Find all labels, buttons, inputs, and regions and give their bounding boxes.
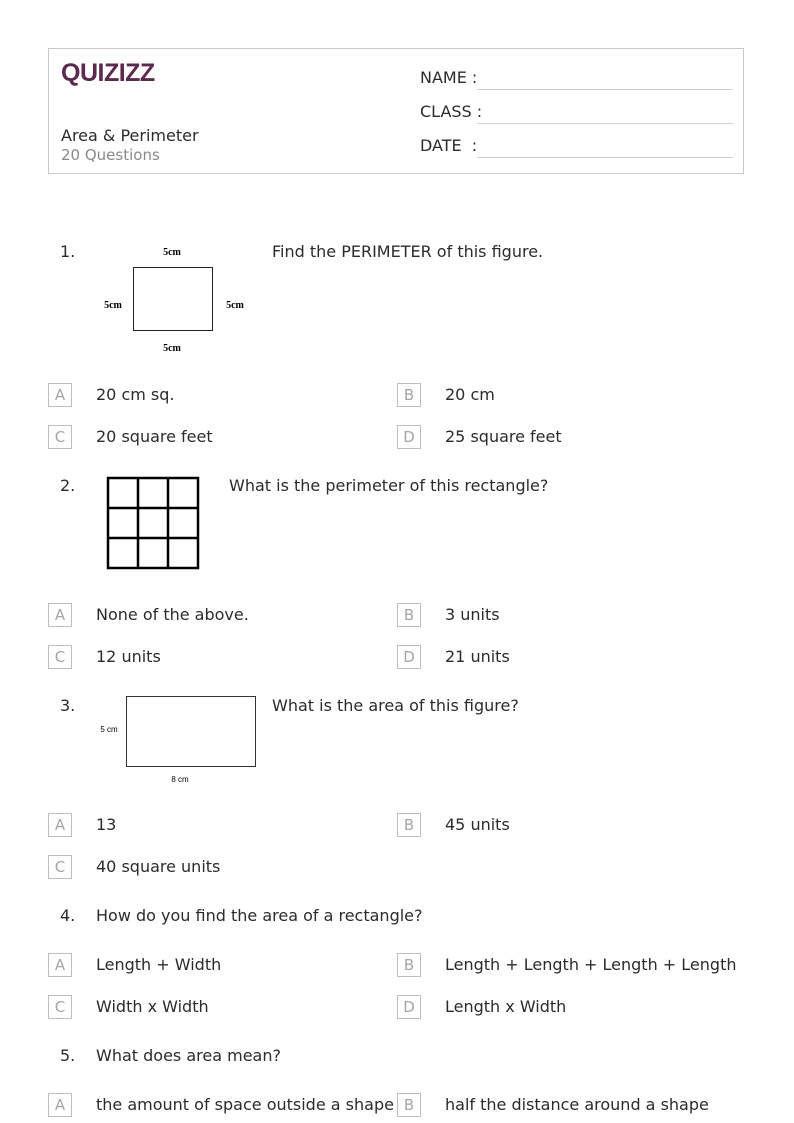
- option-a-text: 20 cm sq.: [96, 385, 175, 404]
- option-c-text: 12 units: [96, 647, 161, 666]
- question-number: 4.: [60, 906, 76, 925]
- option-b-box[interactable]: B: [397, 603, 421, 627]
- option-a-box[interactable]: A: [48, 813, 72, 837]
- option-a-text: 13: [96, 815, 117, 834]
- option-b-text: 3 units: [445, 605, 500, 624]
- option-c-text: Width x Width: [96, 997, 209, 1016]
- option-d-text: 25 square feet: [445, 427, 562, 446]
- question-number: 5.: [60, 1046, 76, 1065]
- question-text: How do you find the area of a rectangle?: [96, 906, 423, 925]
- option-b-box[interactable]: B: [397, 953, 421, 977]
- class-field[interactable]: [477, 123, 733, 124]
- option-b-text: 20 cm: [445, 385, 495, 404]
- question-number: 1.: [60, 242, 76, 261]
- grid-figure: [106, 476, 202, 572]
- worksheet-title: Area & Perimeter: [61, 126, 199, 145]
- option-a-text: None of the above.: [96, 605, 249, 624]
- left-side-label: 5cm: [104, 300, 122, 311]
- rectangle-figure: [96, 694, 262, 788]
- date-label: DATE :: [420, 136, 478, 155]
- option-b-text: 45 units: [445, 815, 510, 834]
- question-count: 20 Questions: [61, 146, 160, 164]
- date-field[interactable]: [477, 157, 733, 158]
- option-d-box[interactable]: D: [397, 995, 421, 1019]
- option-a-box[interactable]: A: [48, 603, 72, 627]
- option-c-text: 40 square units: [96, 857, 221, 876]
- option-d-text: Length x Width: [445, 997, 567, 1016]
- option-a-text: the amount of space outside a shape: [96, 1095, 394, 1114]
- right-side-label: 5cm: [226, 300, 244, 311]
- question-text: What is the area of this figure?: [272, 696, 519, 715]
- option-d-box[interactable]: D: [397, 425, 421, 449]
- option-b-text: half the distance around a shape: [445, 1095, 709, 1114]
- option-b-box[interactable]: B: [397, 813, 421, 837]
- quizizz-logo: QUIZIZZ: [61, 59, 155, 87]
- option-c-box[interactable]: C: [48, 855, 72, 879]
- class-label: CLASS :: [420, 102, 483, 121]
- side-label: 5 cm: [100, 725, 118, 734]
- top-side-label: 5cm: [163, 247, 181, 258]
- bottom-side-label: 5cm: [163, 343, 181, 354]
- question-text: Find the PERIMETER of this figure.: [272, 242, 544, 261]
- bottom-label: 8 cm: [171, 775, 189, 784]
- option-c-box[interactable]: C: [48, 645, 72, 669]
- option-a-box[interactable]: A: [48, 1093, 72, 1117]
- option-a-text: Length + Width: [96, 955, 222, 974]
- question-text: What is the perimeter of this rectangle?: [229, 476, 549, 495]
- question-number: 3.: [60, 696, 76, 715]
- question-text: What does area mean?: [96, 1046, 281, 1065]
- option-c-text: 20 square feet: [96, 427, 213, 446]
- option-b-box[interactable]: B: [397, 383, 421, 407]
- option-a-box[interactable]: A: [48, 383, 72, 407]
- option-d-box[interactable]: D: [397, 645, 421, 669]
- option-d-text: 21 units: [445, 647, 510, 666]
- option-b-text: Length + Length + Length + Length: [445, 955, 737, 974]
- option-b-box[interactable]: B: [397, 1093, 421, 1117]
- name-field[interactable]: [477, 89, 733, 90]
- name-label: NAME :: [420, 68, 478, 87]
- option-c-box[interactable]: C: [48, 995, 72, 1019]
- option-c-box[interactable]: C: [48, 425, 72, 449]
- question-number: 2.: [60, 476, 76, 495]
- option-a-box[interactable]: A: [48, 953, 72, 977]
- square-figure: [95, 240, 255, 360]
- worksheet-header: [48, 48, 744, 174]
